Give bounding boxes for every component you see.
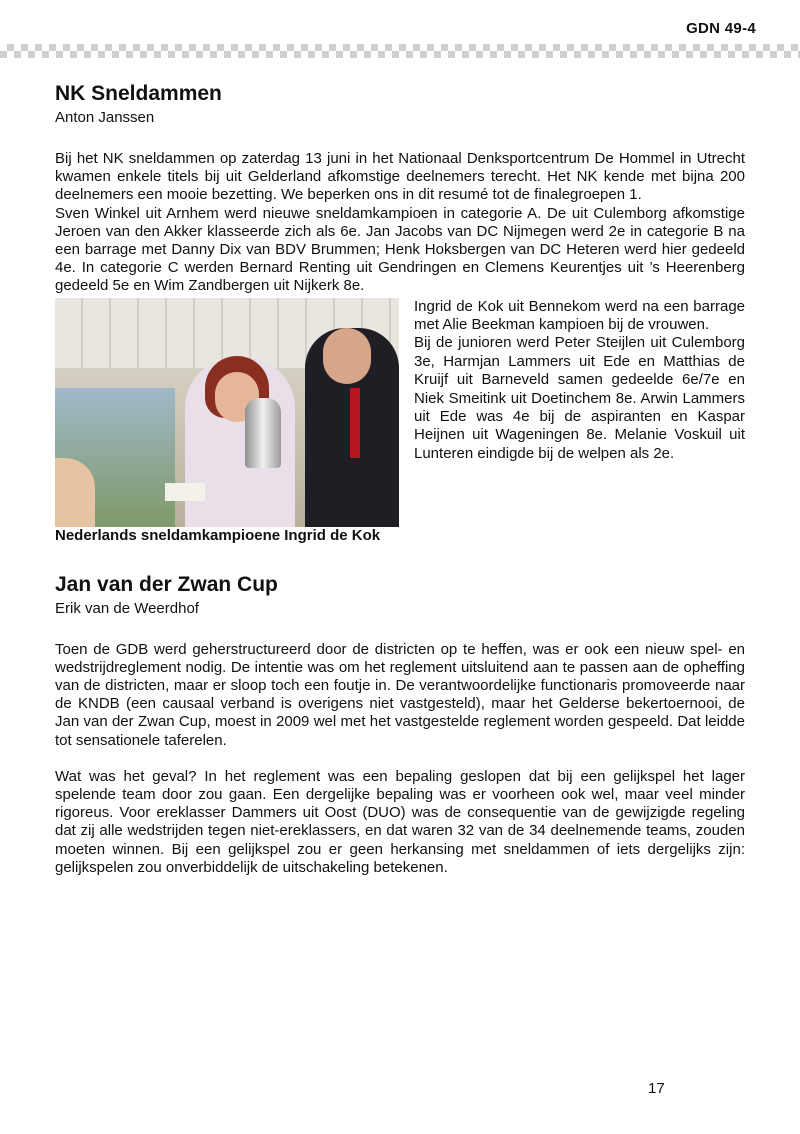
article1-side-paragraph: Ingrid de Kok uit Bennekom werd na een barrage met Alie Beekman kampioen bij de vrouwen. [414, 297, 745, 334]
photo-caption: Nederlands sneldamkampioene Ingrid de Kok [55, 526, 381, 544]
article1-title: NK Sneldammen [55, 82, 222, 105]
photo-side-text [414, 298, 745, 527]
page-number: 17 [648, 1080, 665, 1097]
article2-title: Jan van der Zwan Cup [55, 572, 278, 596]
article2-paragraph: Toen de GDB werd geherstructureerd door de districten op te heffen, was er ook een nieuw spel- en wedstrijdreglement nodig. De intentie was om het reglement uitsluitend aan te passen aan de opheffing van de districten, maar er sloop toch een foutje in. De verantwoordelijke functionaris promoveerde naar de KNDB (een causaal verband is overigens niet vastgesteld), maar het Gelderse bekertoernooi, de Jan van der Zwan Cup, moest in 2009 wel met het vastgestelde reglement worden gespeeld. Dat leidde tot sensationele taferelen. [55, 640, 745, 749]
photo-row [55, 298, 745, 527]
article1-paragraph: Bij het NK sneldammen op zaterdag 13 juni in het Nationaal Denksportcentrum De Hommel in Utrecht kwamen enkele titels bij uit Gelderland afkomstige deelnemers terecht. Het NK kende met bijna 200 deelnemers een mooie bezetting. We beperken ons in dit resumé tot de finalegroepen 1. [55, 150, 745, 204]
checkered-divider [0, 44, 800, 58]
article2-paragraph: Wat was het geval? In het reglement was een bepaling geslopen dat bij een gelijkspel het lager spelende team door zou gaan. Een dergelijke bepaling was er voorheen ook wel, maar veel minder rigoreus. Voor ereklasser Dammers uit Oost (DUO) was de consequentie van de gewijzigde regeling dat zij alle wedstrijden tegen niet-ereklassers, en dat waren 32 van de 34 deelnemende teams, zouden moeten winnen. Bij een gelijkspel zou er geen herkansing met sneldammen of iets dergelijks zijn: gelijkspelen zou onverbiddelijk de uitschakeling betekenen. [55, 767, 745, 876]
article1-paragraph: Sven Winkel uit Arnhem werd nieuwe sneldamkampioen in categorie A. De uit Culemborg afkomstige Jeroen van den Akker klasseerde zich als 6e. Jan Jacobs van DC Nijmegen werd 2e in categorie B na een barrage met Danny Dix van BDV Brummen; Henk Hoksbergen van DC Heteren werd hier gedeeld 4e. In categorie C werden Bernard Renting uit Gendringen en Clemens Keurentjes uit ’s Heerenberg gedeeld 5e en Wim Zandbergen uit Nijkerk 8e. [55, 204, 745, 295]
article1-side-paragraph: Bij de junioren werd Peter Steijlen uit Culemborg 3e, Harmjan Lammers uit Ede en Matthias de Kruijf uit Barneveld samen gedeelde 6e/7e en Niek Smeitink uit Doetinchem 8e. Arwin Lammers uit Ede was 4e bij de aspiranten en Kaspar Heijnen uit Wageningen 8e. Melanie Voskuil uit Lunteren eindigde bij de welpen als 2e. [414, 334, 745, 462]
champion-photo [55, 298, 399, 527]
issue-label: GDN 49-4 [686, 20, 756, 37]
trophy-icon [245, 398, 281, 468]
article2-author: Erik van de Weerdhof [55, 599, 199, 617]
article1-author: Anton Janssen [55, 109, 155, 126]
page-content [55, 80, 745, 877]
